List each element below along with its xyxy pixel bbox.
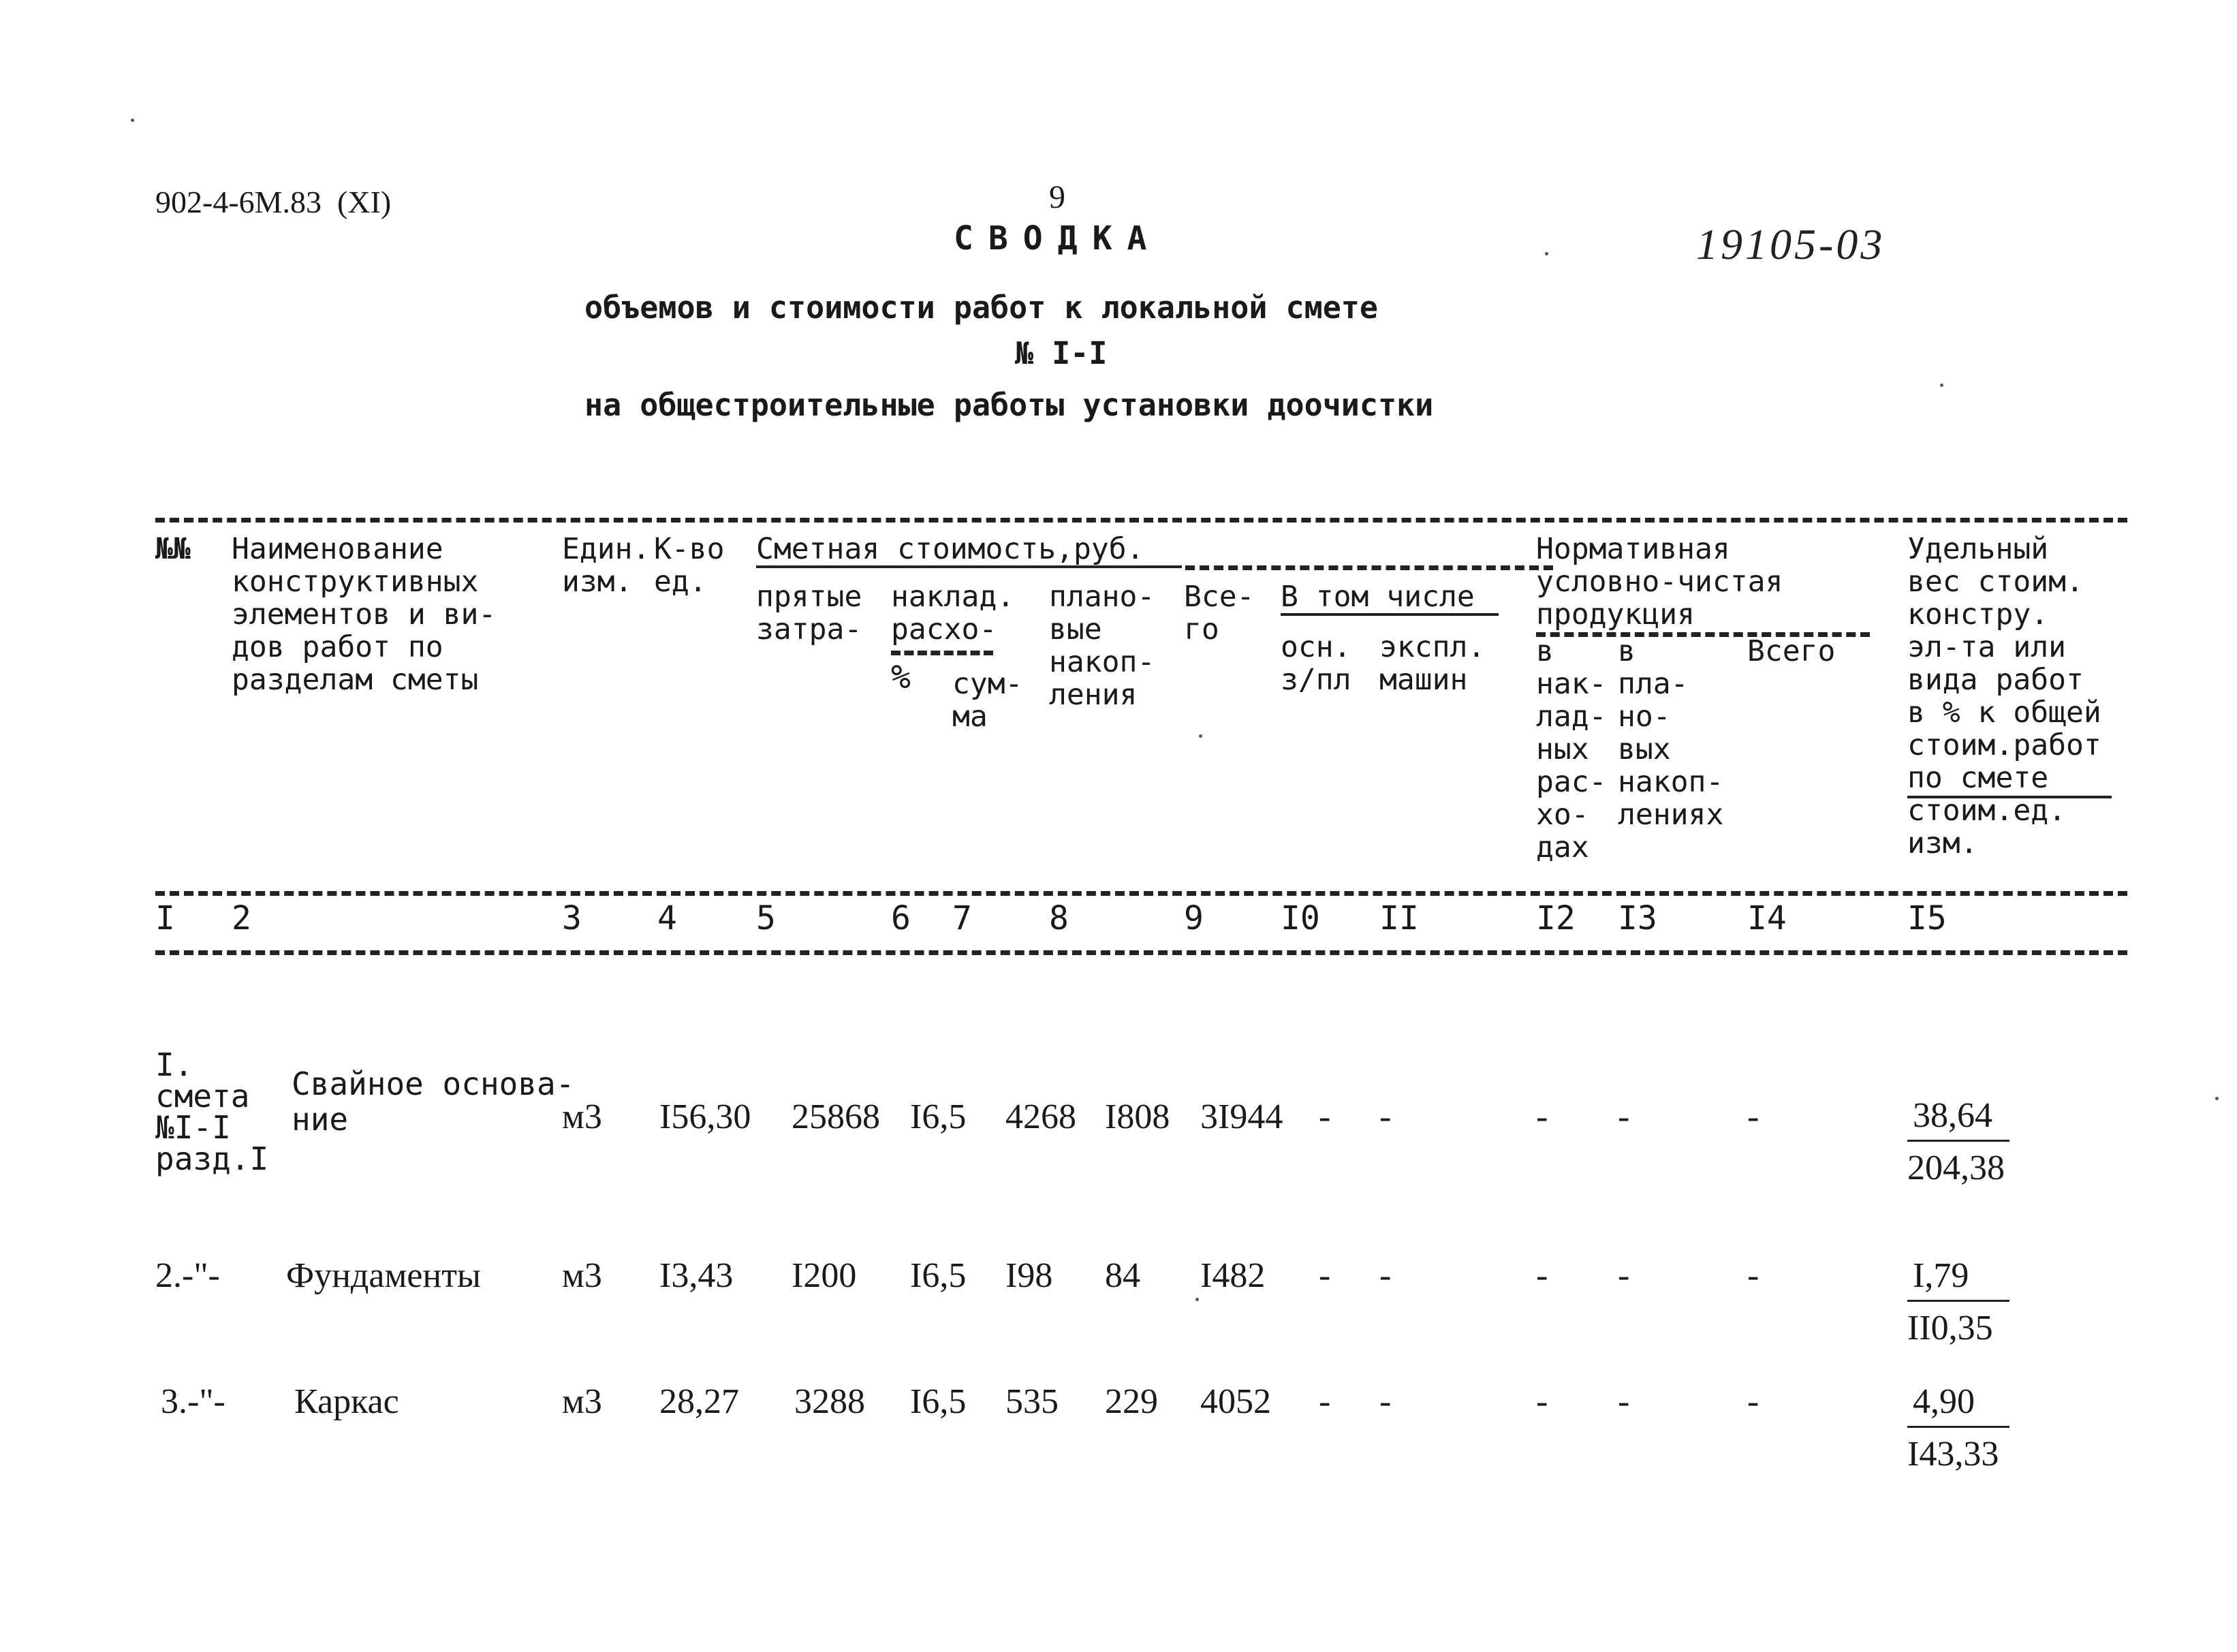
header-normative: Нормативная условно-чистая продукция <box>1536 532 1783 632</box>
header-norm-in-overhead: в нак- лад- ных рас- хо- дах <box>1536 634 1607 864</box>
header-norm-in-savings: в пла- но- вых накоп- лениях <box>1618 634 1724 832</box>
row-overhead-sum: 4268 <box>1005 1097 1076 1136</box>
row-overhead-sum: I98 <box>1005 1256 1053 1295</box>
subtitle-line-1: объемов и стоимости работ к локальной смете <box>584 290 1378 326</box>
row-col13: - <box>1618 1382 1630 1421</box>
scan-speck <box>1940 384 1943 387</box>
header-qty: К-во ед. <box>654 532 725 599</box>
colnum-6: 6 <box>891 899 911 937</box>
row-col10: - <box>1319 1256 1331 1295</box>
row-col14: - <box>1747 1097 1759 1136</box>
header-overhead-sum: сум- ма <box>952 667 1023 734</box>
row-col12: - <box>1536 1256 1548 1295</box>
row-col12: - <box>1536 1097 1548 1136</box>
row-unit: м3 <box>562 1382 602 1421</box>
handwritten-stamp: 19105-03 <box>1696 220 1886 268</box>
row-col10: - <box>1319 1382 1331 1421</box>
row-num: 3.-"- <box>161 1382 225 1421</box>
row-overhead-pct: I6,5 <box>910 1382 967 1421</box>
row-name: Каркас <box>294 1382 399 1421</box>
scan-speck <box>1545 252 1548 255</box>
row-num: 2.-"- <box>155 1256 220 1295</box>
header-unit: Един. изм. <box>562 532 651 599</box>
row-total: I482 <box>1200 1256 1266 1295</box>
row-ratio-numerator: I,79 <box>1913 1256 1969 1295</box>
colnum-11: II <box>1379 899 1419 937</box>
overhead-underline <box>891 651 993 655</box>
row-overhead-pct: I6,5 <box>910 1256 967 1295</box>
row-ratio-denominator: I43,33 <box>1907 1435 1999 1474</box>
row-ratio-numerator: 38,64 <box>1913 1096 1992 1135</box>
row-name: Фундаменты <box>286 1256 481 1295</box>
colnum-3: 3 <box>562 899 582 937</box>
row-total: 4052 <box>1200 1382 1271 1421</box>
colnum-bottom-rule <box>155 950 2127 955</box>
colnum-14: I4 <box>1747 899 1787 937</box>
page-number: 9 <box>1049 179 1065 215</box>
header-direct-costs: прятые затра- <box>756 580 862 646</box>
row-planned: 229 <box>1105 1382 1158 1421</box>
row-planned: I808 <box>1105 1097 1170 1136</box>
colnum-2: 2 <box>232 899 251 937</box>
row-col12: - <box>1536 1382 1548 1421</box>
table-top-rule <box>155 518 2127 523</box>
row-overhead-pct: I6,5 <box>910 1097 967 1136</box>
page-title: СВОДКА <box>954 219 1162 258</box>
subtitle-line-2: № I-I <box>1015 335 1108 371</box>
row-qty: 28,27 <box>659 1382 739 1421</box>
header-incl-machines: экспл. машин <box>1379 630 1486 697</box>
row-direct: 25868 <box>792 1097 880 1136</box>
colnum-8: 8 <box>1049 899 1069 937</box>
header-total: Все- го <box>1184 580 1255 646</box>
header-bottom-rule <box>155 891 2127 896</box>
row-direct: 3288 <box>794 1382 865 1421</box>
document-code: 902-4-6M.83 (XI) <box>155 185 392 219</box>
row-num: I. смета №I-I разд.I <box>155 1046 269 1177</box>
row-ratio-denominator: II0,35 <box>1907 1309 1993 1347</box>
colnum-12: I2 <box>1536 899 1576 937</box>
header-name: Наименование конструктивных элементов и ви- дов работ по разделам сметы <box>232 532 497 697</box>
scan-speck <box>131 119 134 122</box>
colnum-13: I3 <box>1618 899 1657 937</box>
scan-speck <box>2215 1097 2219 1100</box>
row-qty: I56,30 <box>659 1097 751 1136</box>
header-num: №№ <box>155 532 191 566</box>
row-unit: м3 <box>562 1097 602 1136</box>
header-including: В том числе <box>1281 580 1475 614</box>
header-incl-wage: осн. з/пл <box>1281 630 1351 697</box>
header-planned-savings: плано- вые накоп- ления <box>1049 580 1155 712</box>
colnum-9: 9 <box>1184 899 1204 937</box>
row-ratio-line <box>1907 1426 2009 1428</box>
row-ratio-line <box>1907 1300 2009 1302</box>
cost-group-dashes <box>1185 565 1553 570</box>
row-col13: - <box>1618 1097 1630 1136</box>
row-col11: - <box>1379 1256 1392 1295</box>
including-underline <box>1281 613 1499 616</box>
scan-speck <box>1195 1298 1199 1301</box>
row-col13: - <box>1618 1256 1630 1295</box>
row-total: 3I944 <box>1200 1097 1283 1136</box>
colnum-10: I0 <box>1281 899 1320 937</box>
row-col10: - <box>1319 1097 1331 1136</box>
row-ratio-line <box>1907 1140 2009 1142</box>
row-col14: - <box>1747 1256 1759 1295</box>
colnum-7: 7 <box>952 899 972 937</box>
row-overhead-sum: 535 <box>1005 1382 1059 1421</box>
header-specific-weight: Удельный вес стоим. констру. эл-та или вида работ в % к общей стоим.работ по смете стоим.ед. изм. <box>1907 532 2101 860</box>
row-col11: - <box>1379 1097 1392 1136</box>
header-norm-total: Всего <box>1747 634 1836 668</box>
colnum-1: I <box>155 899 175 937</box>
scan-speck <box>1199 734 1202 738</box>
row-ratio-numerator: 4,90 <box>1913 1382 1975 1421</box>
specific-fraction-line <box>1907 796 2112 798</box>
row-col14: - <box>1747 1382 1759 1421</box>
row-qty: I3,43 <box>659 1256 734 1295</box>
header-overhead-pct: % <box>891 658 911 696</box>
colnum-15: I5 <box>1907 899 1947 937</box>
colnum-4: 4 <box>657 899 677 937</box>
colnum-5: 5 <box>756 899 776 937</box>
row-name: Свайное основа- ние <box>292 1065 575 1138</box>
row-ratio-denominator: 204,38 <box>1907 1149 2005 1187</box>
row-planned: 84 <box>1105 1256 1140 1295</box>
subtitle-line-3: на общестроительные работы установки доочистки <box>584 387 1434 423</box>
cost-group-underline <box>756 565 1182 568</box>
header-overhead: наклад. расхо- <box>891 580 1015 646</box>
header-cost-group: Сметная стоимость,руб. <box>756 532 1144 566</box>
row-col11: - <box>1379 1382 1392 1421</box>
row-direct: I200 <box>792 1256 857 1295</box>
row-unit: м3 <box>562 1256 602 1295</box>
